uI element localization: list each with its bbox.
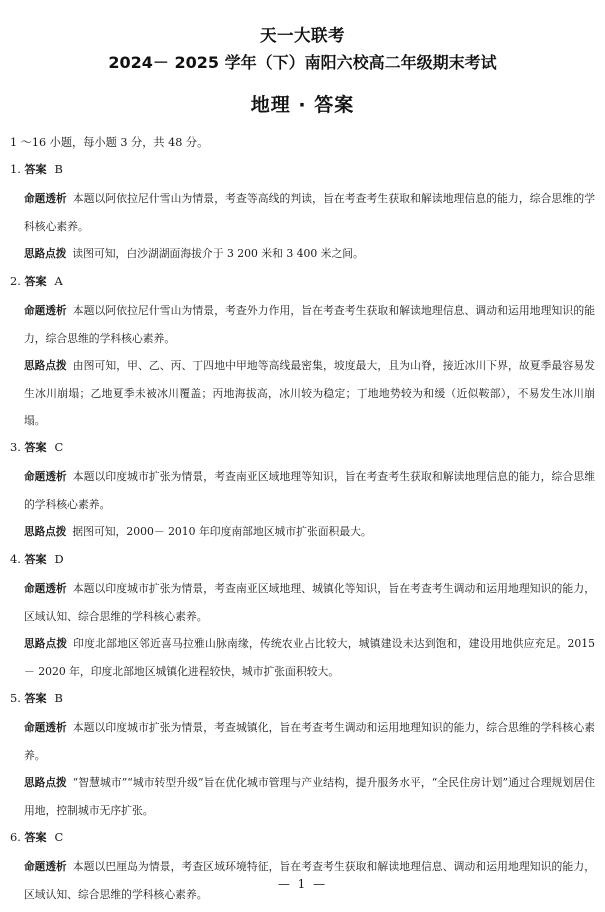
section-text: 读图可知，白沙湖湖面海拔介于 3 200 米和 3 400 米之间。 bbox=[72, 247, 364, 260]
explanation-paragraph bbox=[24, 769, 595, 824]
explanation-paragraph bbox=[24, 352, 595, 434]
explanation-paragraph bbox=[24, 463, 595, 518]
section-text: 据图可知，2000－ 2010 年印度南部地区城市扩张面积最大。 bbox=[72, 525, 372, 538]
answer-choice: B bbox=[54, 162, 63, 176]
answer-choice: A bbox=[54, 274, 63, 288]
section-tag: 命题透析 bbox=[24, 305, 67, 317]
answer-label: 答案 bbox=[24, 553, 47, 566]
question-number: 5. bbox=[10, 691, 21, 705]
answer-label: 答案 bbox=[24, 441, 47, 454]
section-tag: 思路点拨 bbox=[24, 638, 68, 650]
section-text: 本题以印度城市扩张为情景，考查城镇化，旨在考查考生调动和运用地理知识的能力，综合思维的学科核心素养。 bbox=[24, 721, 595, 762]
answer-line bbox=[10, 828, 595, 847]
section-text: 印度北部地区邻近喜马拉雅山脉南缘，传统农业占比较大，城镇建设未达到饱和，建设用地供应充足。2015－ 2020 年，印度北部地区城镇化进程较快，城市扩张面积较大。 bbox=[24, 637, 595, 678]
question-item bbox=[10, 272, 595, 434]
section-tag: 命题透析 bbox=[24, 722, 67, 734]
answer-choice: D bbox=[54, 552, 64, 566]
section-tag: 命题透析 bbox=[24, 193, 67, 205]
answer-label: 答案 bbox=[24, 163, 47, 176]
section-tag: 思路点拨 bbox=[24, 248, 67, 260]
answer-choice: B bbox=[54, 691, 63, 705]
section-tag: 思路点拨 bbox=[24, 526, 67, 538]
intro-line: 1 ～16 小题，每小题 3 分，共 48 分。 bbox=[10, 136, 209, 149]
question-number: 6. bbox=[10, 830, 21, 844]
section-text: 本题以印度城市扩张为情景，考查南亚区域地理等知识，旨在考查考生获取和解读地理信息的能力，综合思维的学科核心素养。 bbox=[24, 470, 595, 511]
section-text: “智慧城市”“城市转型升级”旨在优化城市管理与产业结构，提升服务水平，“全民住房计划”通过合理规划居住用地，控制城市无序扩张。 bbox=[24, 776, 595, 817]
answer-line bbox=[10, 272, 595, 291]
section-tag: 思路点拨 bbox=[24, 360, 67, 372]
question-item bbox=[10, 438, 595, 546]
explanation-paragraph bbox=[24, 575, 595, 630]
answer-choice: C bbox=[54, 830, 64, 844]
explanation-paragraph bbox=[24, 240, 595, 268]
explanation-paragraph bbox=[24, 297, 595, 352]
answer-label: 答案 bbox=[24, 692, 47, 705]
exam-title: 2024－ 2025 学年（下）南阳六校高二年级期末考试 bbox=[108, 53, 497, 72]
question-list bbox=[10, 160, 595, 908]
explanation-paragraph bbox=[24, 714, 595, 769]
section-text: 由图可知，甲、乙、丙、丁四地中甲地等高线最密集，坡度最大，且为山脊，接近冰川下界，故夏季最容易发生冰川崩塌；乙地夏季未被冰川覆盖；丙地海拔高，冰川较为稳定；丁地地势较为和缓（近似鞍部），不易发生冰川崩塌。 bbox=[24, 359, 595, 427]
question-number: 3. bbox=[10, 440, 21, 454]
page-number: — 1 — bbox=[277, 877, 328, 891]
question-item bbox=[10, 550, 595, 685]
explanation-paragraph bbox=[24, 630, 595, 685]
section-text: 本题以巴厘岛为情景，考查区域环境特征，旨在考查考生获取和解读地理信息、调动和运用地理知识的能力，区域认知、综合思维的学科核心素养。 bbox=[24, 860, 595, 901]
answer-line bbox=[10, 438, 595, 457]
answer-choice: C bbox=[54, 440, 64, 454]
section-text: 本题以印度城市扩张为情景，考查南亚区域地理、城镇化等知识，旨在考查考生调动和运用地理知识的能力，区域认知、综合思维的学科核心素养。 bbox=[24, 582, 595, 623]
section-tag: 命题透析 bbox=[24, 861, 67, 873]
section-tag: 命题透析 bbox=[24, 471, 67, 483]
section-text: 本题以阿依拉尼什雪山为情景，考查等高线的判读，旨在考查考生获取和解读地理信息的能力，综合思维的学科核心素养。 bbox=[24, 192, 595, 233]
explanation-paragraph bbox=[24, 518, 595, 546]
answer-body bbox=[10, 134, 595, 912]
section-tag: 思路点拨 bbox=[24, 777, 67, 789]
explanation-paragraph bbox=[24, 185, 595, 240]
section-text: 本题以阿依拉尼什雪山为情景，考查外力作用，旨在考查考生获取和解读地理信息、调动和运用地理知识的能力，综合思维的学科核心素养。 bbox=[24, 304, 595, 345]
answer-label: 答案 bbox=[24, 831, 47, 844]
section-tag: 命题透析 bbox=[24, 583, 67, 595]
question-item bbox=[10, 828, 595, 908]
question-item bbox=[10, 160, 595, 268]
exam-org-title: 天一大联考 bbox=[260, 26, 345, 45]
answer-line bbox=[10, 550, 595, 569]
question-number: 1. bbox=[10, 162, 21, 176]
subject-title: 地理 · 答案 bbox=[250, 94, 355, 116]
answer-line bbox=[10, 689, 595, 708]
answer-line bbox=[10, 160, 595, 179]
question-item bbox=[10, 689, 595, 824]
answer-label: 答案 bbox=[24, 275, 47, 288]
question-number: 4. bbox=[10, 552, 21, 566]
question-number: 2. bbox=[10, 274, 21, 288]
